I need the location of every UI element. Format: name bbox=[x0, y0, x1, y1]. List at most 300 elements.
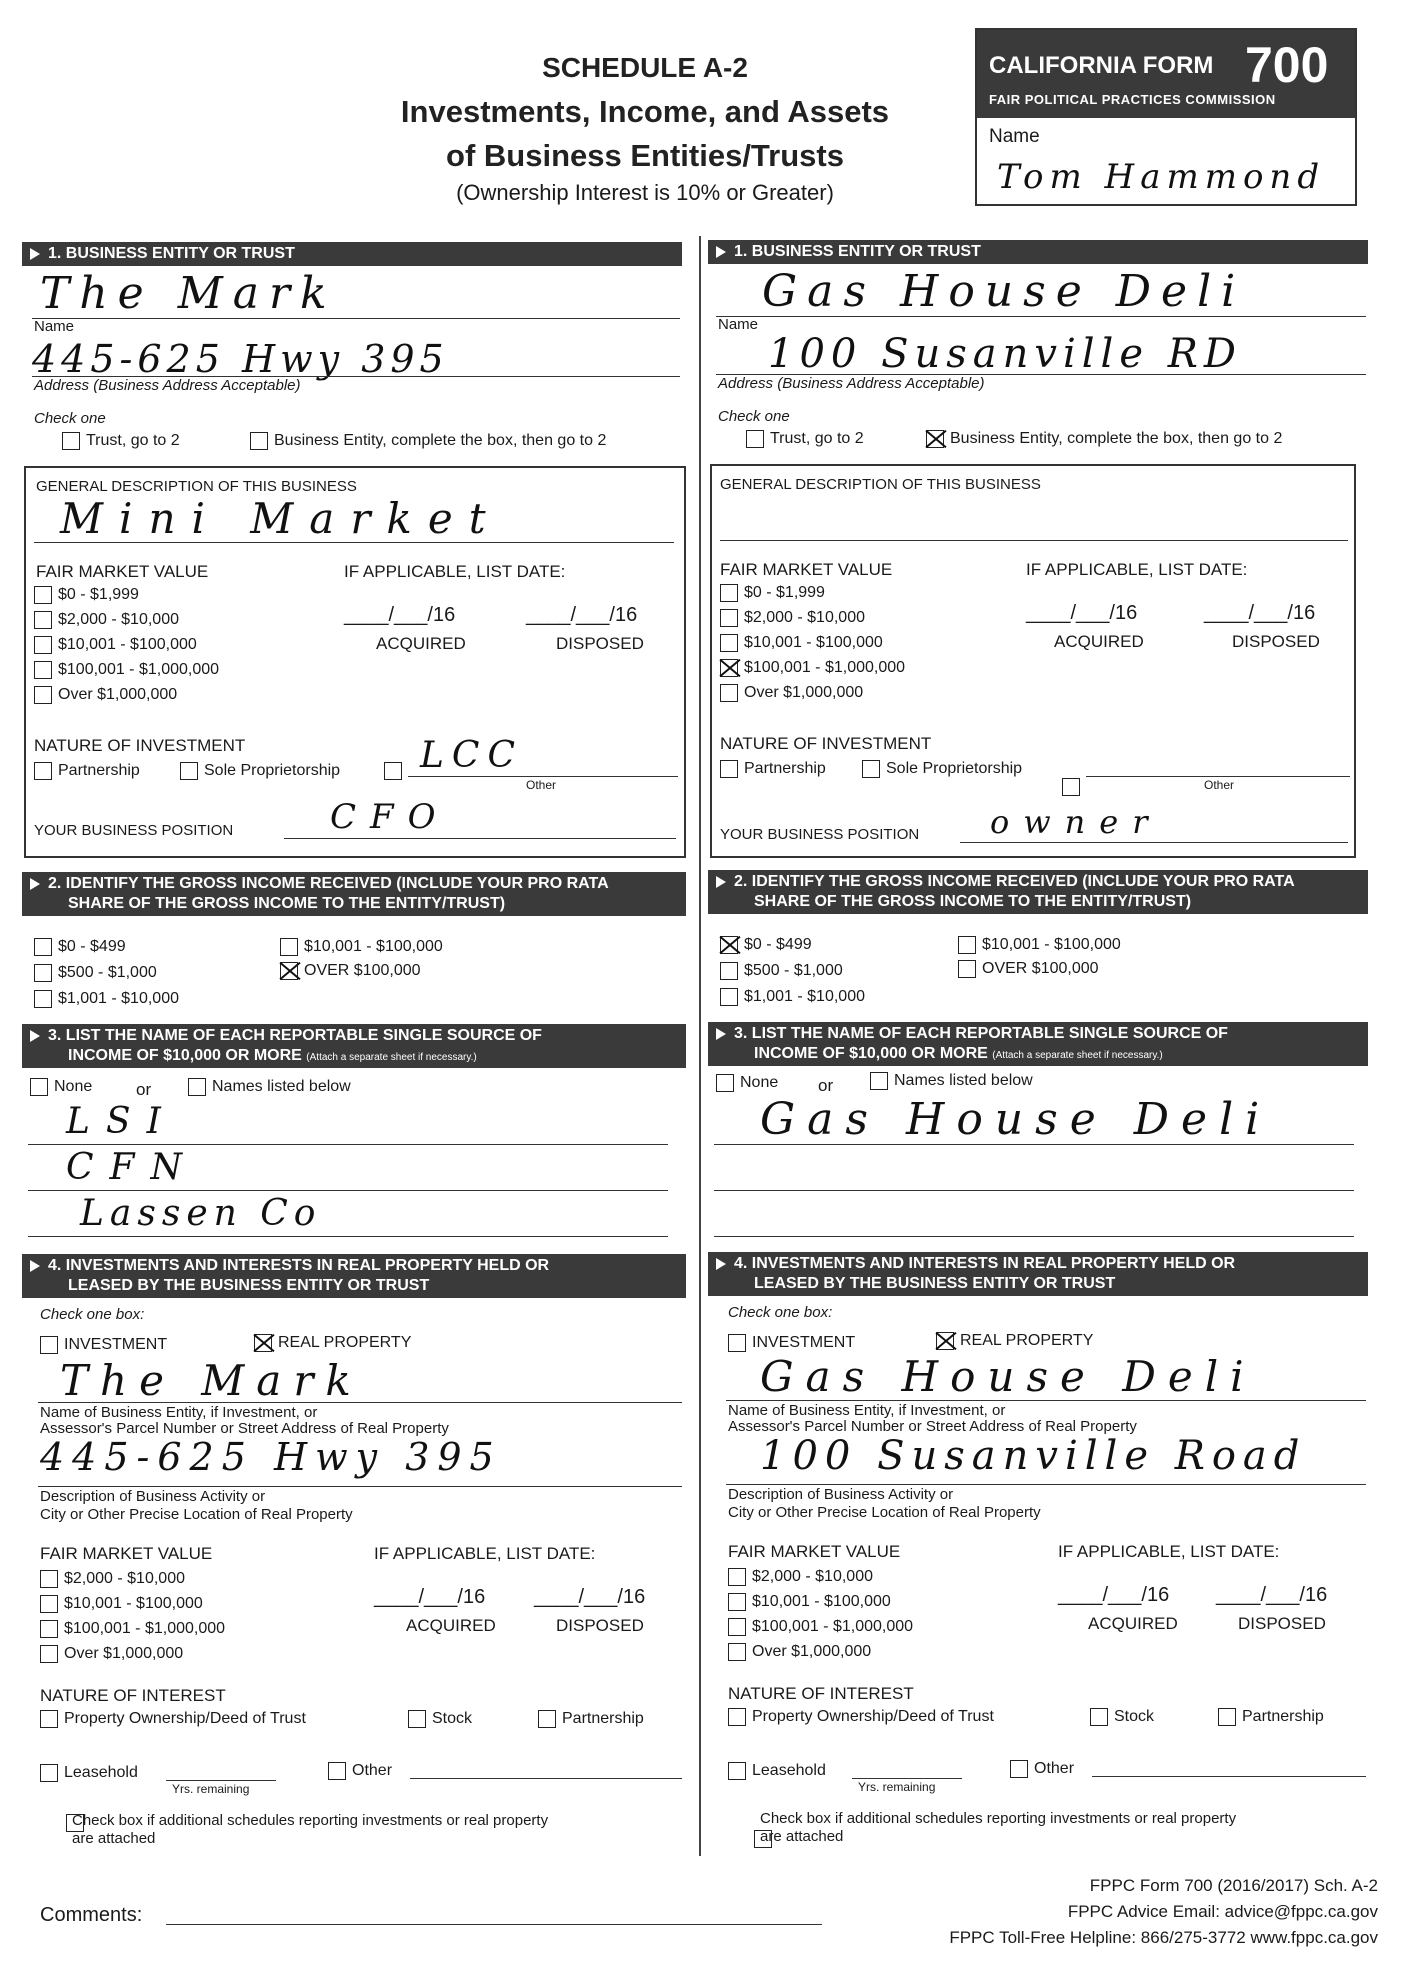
section-3-header-line-2: INCOME OF $10,000 OR MORE bbox=[754, 1045, 988, 1062]
investment-option[interactable] bbox=[728, 1334, 855, 1352]
partnership-4-label: Partnership bbox=[562, 1710, 644, 1728]
fmv-option-label: $100,001 - $1,000,000 bbox=[58, 661, 220, 679]
filer-name[interactable]: Tom Hammond bbox=[997, 157, 1326, 197]
fmv4-option-1[interactable] bbox=[728, 1568, 873, 1586]
income-source-3[interactable]: Lassen Co bbox=[80, 1193, 322, 1234]
nature-of-investment-label: NATURE OF INVESTMENT bbox=[34, 736, 246, 755]
section-2-header-line-2: SHARE OF THE GROSS INCOME TO THE ENTITY/TRUST) bbox=[68, 895, 506, 912]
acquired-date[interactable]: ____/___/16 bbox=[1026, 602, 1138, 624]
description-line bbox=[720, 540, 1348, 541]
fmv4-option-4[interactable] bbox=[40, 1645, 183, 1663]
nature-of-investment-label: NATURE OF INVESTMENT bbox=[720, 734, 932, 753]
income-option-label: $500 - $1,000 bbox=[744, 962, 843, 980]
acquired-date-year: /16 bbox=[427, 604, 456, 626]
disposed-4-label: DISPOSED bbox=[1238, 1614, 1326, 1633]
investment-checkbox[interactable] bbox=[40, 1336, 58, 1354]
income-option-label: OVER $100,000 bbox=[304, 962, 421, 980]
name-of-business-label-2: Assessor's Parcel Number or Street Address of Real Property bbox=[40, 1420, 449, 1437]
property-address-line bbox=[726, 1484, 1366, 1485]
stock-checkbox[interactable] bbox=[408, 1710, 426, 1728]
disposed-4-date-year: /16 bbox=[1299, 1584, 1328, 1606]
other-investment-checkbox[interactable] bbox=[1062, 778, 1080, 796]
fmv4-option-label: Over $1,000,000 bbox=[752, 1643, 872, 1661]
name-label: Name bbox=[718, 316, 759, 333]
section-4-header bbox=[708, 1252, 1368, 1296]
form-label: CALIFORNIA FORM bbox=[989, 52, 1214, 79]
income-option-label: OVER $100,000 bbox=[982, 960, 1099, 978]
income-option-2[interactable] bbox=[34, 964, 157, 982]
fmv-option-1[interactable] bbox=[34, 586, 139, 604]
check-one-label: Check one bbox=[718, 408, 790, 425]
income-source-line-3 bbox=[714, 1236, 1354, 1237]
acquired-4-date-year: /16 bbox=[1141, 1584, 1170, 1606]
fmv4-option-3[interactable] bbox=[728, 1618, 913, 1636]
fmv-option-4[interactable] bbox=[34, 661, 219, 679]
fmv-checkbox-2[interactable] bbox=[720, 609, 738, 627]
entity-name-line bbox=[32, 318, 680, 319]
fmv-checkbox-2[interactable] bbox=[34, 611, 52, 629]
entity-address-value[interactable]: 445-625 Hwy 395 bbox=[32, 337, 449, 381]
sole-proprietorship-option[interactable] bbox=[862, 760, 1022, 778]
fmv-option-label: $0 - $1,999 bbox=[58, 586, 139, 604]
advice-email: FPPC Advice Email: advice@fppc.ca.gov bbox=[1067, 1902, 1378, 1921]
income-option-3[interactable] bbox=[720, 988, 865, 1006]
leasehold-checkbox[interactable] bbox=[40, 1764, 58, 1782]
if-applicable-label: IF APPLICABLE, LIST DATE: bbox=[344, 562, 566, 581]
if-applicable-4-label: IF APPLICABLE, LIST DATE: bbox=[374, 1544, 596, 1563]
entity-address-value[interactable]: 100 Susanville RD bbox=[768, 331, 1242, 377]
fmv-option-5[interactable] bbox=[34, 686, 177, 704]
form-badge bbox=[975, 28, 1357, 206]
disposed-date[interactable]: ____/___/16 bbox=[526, 604, 638, 626]
section-3-header bbox=[22, 1024, 686, 1068]
fmv-option-3[interactable] bbox=[720, 634, 883, 652]
none-checkbox[interactable] bbox=[716, 1074, 734, 1092]
fmv-option-label: $2,000 - $10,000 bbox=[744, 609, 865, 627]
fmv-option-5[interactable] bbox=[720, 684, 863, 702]
name-of-business-label-1: Name of Business Entity, if Investment, or bbox=[40, 1404, 318, 1421]
names-listed-checkbox[interactable] bbox=[870, 1072, 888, 1090]
acquired-4-label: ACQUIRED bbox=[406, 1616, 496, 1635]
none-option[interactable] bbox=[30, 1078, 92, 1096]
entity-name-value[interactable]: Gas House Deli bbox=[762, 266, 1246, 317]
trust-option[interactable] bbox=[62, 432, 180, 450]
acquired-4-date[interactable]: ____/___/16 bbox=[1058, 1584, 1170, 1606]
fmv-option-label: $2,000 - $10,000 bbox=[58, 611, 179, 629]
other-4-checkbox[interactable] bbox=[1010, 1760, 1028, 1778]
acquired-date-year: /16 bbox=[1109, 602, 1138, 624]
property-name-line bbox=[726, 1400, 1366, 1401]
fmv-option-4[interactable] bbox=[720, 659, 905, 677]
income-option-label: $10,001 - $100,000 bbox=[982, 936, 1121, 954]
partnership-label: Partnership bbox=[58, 762, 140, 780]
fmv4-checkbox-1[interactable] bbox=[728, 1568, 746, 1586]
fmv4-option-label: $100,001 - $1,000,000 bbox=[64, 1620, 226, 1638]
stock-label: Stock bbox=[432, 1710, 473, 1728]
description-label-1: Description of Business Activity or bbox=[728, 1486, 954, 1503]
fmv-4-label: FAIR MARKET VALUE bbox=[40, 1544, 213, 1563]
investment-label: INVESTMENT bbox=[64, 1336, 168, 1354]
business-position-label: YOUR BUSINESS POSITION bbox=[720, 826, 920, 843]
income-source-line-2 bbox=[28, 1190, 668, 1191]
additional-schedules-label-1: Check box if additional schedules reporting investments or real property bbox=[760, 1810, 1237, 1827]
income-option-label: $0 - $499 bbox=[58, 938, 126, 956]
form-subtitle: (Ownership Interest is 10% or Greater) bbox=[456, 180, 834, 205]
other-label: Other bbox=[1204, 778, 1235, 792]
income-source-1[interactable]: Gas House Deli bbox=[760, 1094, 1272, 1145]
additional-schedules-label-1: Check box if additional schedules reporting investments or real property bbox=[72, 1812, 549, 1829]
names-listed-label: Names listed below bbox=[212, 1078, 351, 1096]
fmv4-option-label: $100,001 - $1,000,000 bbox=[752, 1618, 914, 1636]
or-label: or bbox=[136, 1080, 152, 1099]
business-position-label: YOUR BUSINESS POSITION bbox=[34, 822, 234, 839]
nature-of-interest-label: NATURE OF INTEREST bbox=[728, 1684, 914, 1703]
none-option[interactable] bbox=[716, 1074, 778, 1092]
income-checkbox-5-checked[interactable] bbox=[280, 962, 298, 980]
general-description-label: GENERAL DESCRIPTION OF THIS BUSINESS bbox=[36, 478, 357, 495]
income-option-label: $0 - $499 bbox=[744, 936, 812, 954]
income-option-1[interactable] bbox=[34, 938, 126, 956]
income-option-5[interactable] bbox=[958, 960, 1099, 978]
yrs-remaining-line bbox=[166, 1780, 276, 1781]
section-3-header bbox=[708, 1022, 1368, 1066]
income-option-4[interactable] bbox=[280, 938, 443, 956]
income-option-1[interactable] bbox=[720, 936, 812, 954]
fmv-option-1[interactable] bbox=[720, 584, 825, 602]
stock-option[interactable] bbox=[408, 1710, 472, 1728]
badge-name-label: Name bbox=[989, 126, 1040, 147]
fmv4-option-label: $2,000 - $10,000 bbox=[752, 1568, 873, 1586]
fmv4-checkbox-2[interactable] bbox=[40, 1595, 58, 1613]
investment-option[interactable] bbox=[40, 1336, 167, 1354]
property-ownership-option[interactable] bbox=[40, 1710, 306, 1728]
names-listed-option[interactable] bbox=[870, 1072, 1033, 1090]
business-entity-checkbox-checked[interactable] bbox=[926, 430, 944, 448]
fmv4-option-label: Over $1,000,000 bbox=[64, 1645, 184, 1663]
fmv4-option-label: $10,001 - $100,000 bbox=[752, 1593, 891, 1611]
income-checkbox-2[interactable] bbox=[34, 964, 52, 982]
comments-label: Comments: bbox=[40, 1904, 143, 1926]
other-investment-line bbox=[1086, 776, 1350, 777]
business-position-value[interactable]: CFO bbox=[330, 797, 450, 837]
entity-name-value[interactable]: The Mark bbox=[40, 268, 337, 319]
names-listed-checkbox[interactable] bbox=[188, 1078, 206, 1096]
trust-option[interactable] bbox=[746, 430, 864, 448]
income-source-line-1 bbox=[714, 1144, 1354, 1145]
fmv4-checkbox-1[interactable] bbox=[40, 1570, 58, 1588]
fmv-option-label: $10,001 - $100,000 bbox=[58, 636, 197, 654]
yrs-remaining-label: Yrs. remaining bbox=[172, 1782, 250, 1796]
disposed-4-date-year: /16 bbox=[617, 1586, 646, 1608]
section-2-header bbox=[708, 870, 1368, 914]
fmv-option-label: Over $1,000,000 bbox=[58, 686, 178, 704]
description-line bbox=[34, 542, 674, 543]
other-4-checkbox[interactable] bbox=[328, 1762, 346, 1780]
acquired-label: ACQUIRED bbox=[376, 634, 466, 653]
income-option-3[interactable] bbox=[34, 990, 179, 1008]
commission-name: FAIR POLITICAL PRACTICES COMMISSION bbox=[989, 92, 1276, 107]
income-option-2[interactable] bbox=[720, 962, 843, 980]
fmv-option-label: $100,001 - $1,000,000 bbox=[744, 659, 906, 677]
fmv-label: FAIR MARKET VALUE bbox=[720, 560, 893, 579]
fmv4-checkbox-3[interactable] bbox=[728, 1618, 746, 1636]
sole-proprietorship-option[interactable] bbox=[180, 762, 340, 780]
names-listed-label: Names listed below bbox=[894, 1072, 1033, 1090]
name-of-business-label-1: Name of Business Entity, if Investment, or bbox=[728, 1402, 1006, 1419]
trust-label: Trust, go to 2 bbox=[86, 432, 180, 450]
sole-proprietorship-label: Sole Proprietorship bbox=[886, 760, 1023, 778]
form-title-line-2: of Business Entities/Trusts bbox=[446, 138, 844, 173]
sole-proprietorship-checkbox[interactable] bbox=[862, 760, 880, 778]
section-4-header-line-2: LEASED BY THE BUSINESS ENTITY OR TRUST bbox=[68, 1277, 430, 1294]
yrs-remaining-label: Yrs. remaining bbox=[858, 1780, 936, 1794]
real-property-checkbox-checked[interactable] bbox=[254, 1334, 272, 1352]
section-2-header bbox=[22, 872, 686, 916]
income-source-line-2 bbox=[714, 1190, 1354, 1191]
general-description-label: GENERAL DESCRIPTION OF THIS BUSINESS bbox=[720, 476, 1041, 493]
column-divider bbox=[699, 236, 701, 1856]
fmv4-option-label: $10,001 - $100,000 bbox=[64, 1595, 203, 1613]
acquired-4-date[interactable]: ____/___/16 bbox=[374, 1586, 486, 1608]
property-ownership-option[interactable] bbox=[728, 1708, 994, 1726]
income-option-5[interactable] bbox=[280, 962, 421, 980]
disposed-label: DISPOSED bbox=[1232, 632, 1320, 651]
leasehold-checkbox[interactable] bbox=[728, 1762, 746, 1780]
form-reference: FPPC Form 700 (2016/2017) Sch. A-2 bbox=[1089, 1876, 1378, 1895]
partnership-option[interactable] bbox=[720, 760, 826, 778]
other-4-label: Other bbox=[1034, 1760, 1075, 1778]
entity-name-line bbox=[716, 316, 1366, 317]
yrs-remaining-line bbox=[852, 1778, 962, 1779]
fmv-label: FAIR MARKET VALUE bbox=[36, 562, 209, 581]
fmv-checkbox-1[interactable] bbox=[720, 584, 738, 602]
stock-option[interactable] bbox=[1090, 1708, 1154, 1726]
additional-schedules-label-2: are attached bbox=[760, 1828, 844, 1845]
real-property-checkbox-checked[interactable] bbox=[936, 1332, 954, 1350]
disposed-4-date[interactable]: ____/___/16 bbox=[534, 1586, 646, 1608]
fmv-option-label: $10,001 - $100,000 bbox=[744, 634, 883, 652]
income-option-label: $10,001 - $100,000 bbox=[304, 938, 443, 956]
form-title-line-1: Investments, Income, and Assets bbox=[400, 94, 890, 129]
stock-checkbox[interactable] bbox=[1090, 1708, 1108, 1726]
comments-line[interactable] bbox=[166, 1924, 822, 1925]
other-4-line bbox=[410, 1778, 682, 1779]
or-label: or bbox=[818, 1076, 834, 1095]
income-checkbox-1-checked[interactable] bbox=[720, 936, 738, 954]
property-ownership-label: Property Ownership/Deed of Trust bbox=[64, 1710, 306, 1728]
check-one-box-label: Check one box: bbox=[728, 1304, 833, 1321]
other-investment-value[interactable]: LCC bbox=[420, 735, 523, 776]
if-applicable-4-label: IF APPLICABLE, LIST DATE: bbox=[1058, 1542, 1280, 1561]
leasehold-label: Leasehold bbox=[64, 1764, 138, 1782]
real-property-label: REAL PROPERTY bbox=[278, 1334, 412, 1352]
fmv-option-label: $0 - $1,999 bbox=[744, 584, 825, 602]
property-name-value[interactable]: The Mark bbox=[60, 1356, 363, 1405]
fmv4-option-2[interactable] bbox=[40, 1595, 203, 1613]
leasehold-option[interactable] bbox=[40, 1764, 138, 1782]
schedule-title: SCHEDULE A-2 bbox=[542, 52, 748, 83]
section-2-header-line-2: SHARE OF THE GROSS INCOME TO THE ENTITY/TRUST) bbox=[754, 893, 1192, 910]
address-label: Address (Business Address Acceptable) bbox=[34, 377, 301, 394]
helpline: FPPC Toll-Free Helpline: 866/275-3772 www.fppc.ca.gov bbox=[949, 1928, 1378, 1947]
other-investment-checkbox[interactable] bbox=[384, 762, 402, 780]
if-applicable-label: IF APPLICABLE, LIST DATE: bbox=[1026, 560, 1248, 579]
section-3-header-note: (Attach a separate sheet if necessary.) bbox=[992, 1050, 1163, 1061]
disposed-date-year: /16 bbox=[1287, 602, 1316, 624]
income-checkbox-4[interactable] bbox=[958, 936, 976, 954]
section-2-header-line-1: 2. IDENTIFY THE GROSS INCOME RECEIVED (INCLUDE YOUR PRO RATA bbox=[734, 873, 1295, 890]
fmv4-checkbox-3[interactable] bbox=[40, 1620, 58, 1638]
section-3-header-line-1: 3. LIST THE NAME OF EACH REPORTABLE SINGLE SOURCE OF bbox=[48, 1027, 542, 1044]
fmv4-checkbox-2[interactable] bbox=[728, 1593, 746, 1611]
description-label-2: City or Other Precise Location of Real Property bbox=[728, 1504, 1041, 1521]
property-address-value[interactable]: 100 Susanville Road bbox=[760, 1433, 1307, 1479]
general-description-value[interactable]: Mini Market bbox=[60, 494, 502, 543]
section-3-header-line-2: INCOME OF $10,000 OR MORE bbox=[68, 1047, 302, 1064]
income-source-1[interactable]: LSI bbox=[66, 1101, 177, 1142]
real-property-label: REAL PROPERTY bbox=[960, 1332, 1094, 1350]
income-option-label: $1,001 - $10,000 bbox=[58, 990, 179, 1008]
section-4-header-line-1: 4. INVESTMENTS AND INTERESTS IN REAL PROPERTY HELD OR bbox=[48, 1257, 550, 1274]
trust-checkbox[interactable] bbox=[62, 432, 80, 450]
disposed-date-year: /16 bbox=[609, 604, 638, 626]
trust-checkbox[interactable] bbox=[746, 430, 764, 448]
business-position-value[interactable]: owner bbox=[990, 803, 1162, 841]
section-1-header: 1. BUSINESS ENTITY OR TRUST bbox=[708, 240, 1368, 264]
partnership-label: Partnership bbox=[744, 760, 826, 778]
property-ownership-checkbox[interactable] bbox=[728, 1708, 746, 1726]
business-entity-label: Business Entity, complete the box, then go to 2 bbox=[274, 432, 607, 450]
other-investment-line bbox=[408, 776, 678, 777]
fmv4-option-4[interactable] bbox=[728, 1643, 871, 1661]
property-ownership-label: Property Ownership/Deed of Trust bbox=[752, 1708, 994, 1726]
fmv-checkbox-3[interactable] bbox=[34, 636, 52, 654]
income-option-label: $1,001 - $10,000 bbox=[744, 988, 865, 1006]
partnership-4-checkbox[interactable] bbox=[538, 1710, 556, 1728]
business-position-line bbox=[284, 838, 676, 839]
name-label: Name bbox=[34, 318, 75, 335]
address-label: Address (Business Address Acceptable) bbox=[718, 375, 985, 392]
leasehold-label: Leasehold bbox=[752, 1762, 826, 1780]
income-checkbox-3[interactable] bbox=[34, 990, 52, 1008]
fmv-checkbox-5[interactable] bbox=[720, 684, 738, 702]
acquired-4-label: ACQUIRED bbox=[1088, 1614, 1178, 1633]
fmv4-checkbox-4[interactable] bbox=[40, 1645, 58, 1663]
fmv-4-label: FAIR MARKET VALUE bbox=[728, 1542, 901, 1561]
stock-label: Stock bbox=[1114, 1708, 1155, 1726]
investment-checkbox[interactable] bbox=[728, 1334, 746, 1352]
partnership-4-option[interactable] bbox=[1218, 1708, 1324, 1726]
fmv4-checkbox-4[interactable] bbox=[728, 1643, 746, 1661]
check-one-label: Check one bbox=[34, 410, 106, 427]
none-label: None bbox=[740, 1074, 779, 1092]
section-4-header-line-1: 4. INVESTMENTS AND INTERESTS IN REAL PROPERTY HELD OR bbox=[734, 1255, 1236, 1272]
property-address-value[interactable]: 445-625 Hwy 395 bbox=[40, 1435, 502, 1479]
partnership-option[interactable] bbox=[34, 762, 140, 780]
business-entity-checkbox[interactable] bbox=[250, 432, 268, 450]
fmv4-option-label: $2,000 - $10,000 bbox=[64, 1570, 185, 1588]
partnership-4-label: Partnership bbox=[1242, 1708, 1324, 1726]
section-3-header-note: (Attach a separate sheet if necessary.) bbox=[306, 1052, 477, 1063]
none-label: None bbox=[54, 1078, 93, 1096]
disposed-4-date[interactable]: ____/___/16 bbox=[1216, 1584, 1328, 1606]
leasehold-option[interactable] bbox=[728, 1762, 826, 1780]
fmv4-option-1[interactable] bbox=[40, 1570, 185, 1588]
acquired-label: ACQUIRED bbox=[1054, 632, 1144, 651]
income-checkbox-5[interactable] bbox=[958, 960, 976, 978]
fmv-option-3[interactable] bbox=[34, 636, 197, 654]
income-option-4[interactable] bbox=[958, 936, 1121, 954]
income-checkbox-2[interactable] bbox=[720, 962, 738, 980]
sole-proprietorship-label: Sole Proprietorship bbox=[204, 762, 341, 780]
names-listed-option[interactable] bbox=[188, 1078, 351, 1096]
fmv-option-2[interactable] bbox=[720, 609, 865, 627]
income-checkbox-4[interactable] bbox=[280, 938, 298, 956]
income-source-line-3 bbox=[28, 1236, 668, 1237]
property-address-line bbox=[38, 1486, 682, 1487]
partnership-checkbox[interactable] bbox=[720, 760, 738, 778]
acquired-date[interactable]: ____/___/16 bbox=[344, 604, 456, 626]
income-checkbox-3[interactable] bbox=[720, 988, 738, 1006]
other-4-option[interactable] bbox=[1010, 1760, 1074, 1778]
fmv-checkbox-1[interactable] bbox=[34, 586, 52, 604]
fmv-checkbox-4-checked[interactable] bbox=[720, 659, 738, 677]
income-source-line-1 bbox=[28, 1144, 668, 1145]
fmv-checkbox-4[interactable] bbox=[34, 661, 52, 679]
fmv4-option-2[interactable] bbox=[728, 1593, 891, 1611]
property-ownership-checkbox[interactable] bbox=[40, 1710, 58, 1728]
business-entity-label: Business Entity, complete the box, then go to 2 bbox=[950, 430, 1283, 448]
other-4-label: Other bbox=[352, 1762, 393, 1780]
name-of-business-label-2: Assessor's Parcel Number or Street Address of Real Property bbox=[728, 1418, 1137, 1435]
fmv-option-2[interactable] bbox=[34, 611, 179, 629]
description-label-1: Description of Business Activity or bbox=[40, 1488, 266, 1505]
income-checkbox-1[interactable] bbox=[34, 938, 52, 956]
disposed-date[interactable]: ____/___/16 bbox=[1204, 602, 1316, 624]
income-source-2[interactable]: CFN bbox=[66, 1147, 199, 1188]
section-4-header-line-2: LEASED BY THE BUSINESS ENTITY OR TRUST bbox=[754, 1275, 1116, 1292]
nature-of-interest-label: NATURE OF INTEREST bbox=[40, 1686, 226, 1705]
additional-schedules-label-2: are attached bbox=[72, 1830, 156, 1847]
fmv-checkbox-3[interactable] bbox=[720, 634, 738, 652]
partnership-4-checkbox[interactable] bbox=[1218, 1708, 1236, 1726]
none-checkbox[interactable] bbox=[30, 1078, 48, 1096]
check-one-box-label: Check one box: bbox=[40, 1306, 145, 1323]
real-property-option[interactable] bbox=[254, 1334, 411, 1352]
fmv-checkbox-5[interactable] bbox=[34, 686, 52, 704]
business-entity-option[interactable] bbox=[926, 430, 1282, 448]
description-label-2: City or Other Precise Location of Real Property bbox=[40, 1506, 353, 1523]
income-option-label: $500 - $1,000 bbox=[58, 964, 157, 982]
real-property-option[interactable] bbox=[936, 1332, 1093, 1350]
investment-label: INVESTMENT bbox=[752, 1334, 856, 1352]
property-name-line bbox=[38, 1402, 682, 1403]
partnership-4-option[interactable] bbox=[538, 1710, 644, 1728]
section-3-header-line-1: 3. LIST THE NAME OF EACH REPORTABLE SINGLE SOURCE OF bbox=[734, 1025, 1228, 1042]
form-badge-banner bbox=[977, 30, 1355, 118]
other-4-option[interactable] bbox=[328, 1762, 392, 1780]
sole-proprietorship-checkbox[interactable] bbox=[180, 762, 198, 780]
property-name-value[interactable]: Gas House Deli bbox=[760, 1352, 1256, 1401]
business-entity-option[interactable] bbox=[250, 432, 606, 450]
form-number: 700 bbox=[1245, 37, 1329, 93]
section-4-header bbox=[22, 1254, 686, 1298]
fmv4-option-3[interactable] bbox=[40, 1620, 225, 1638]
partnership-checkbox[interactable] bbox=[34, 762, 52, 780]
disposed-4-label: DISPOSED bbox=[556, 1616, 644, 1635]
acquired-4-date-year: /16 bbox=[457, 1586, 486, 1608]
business-position-line bbox=[960, 842, 1348, 843]
